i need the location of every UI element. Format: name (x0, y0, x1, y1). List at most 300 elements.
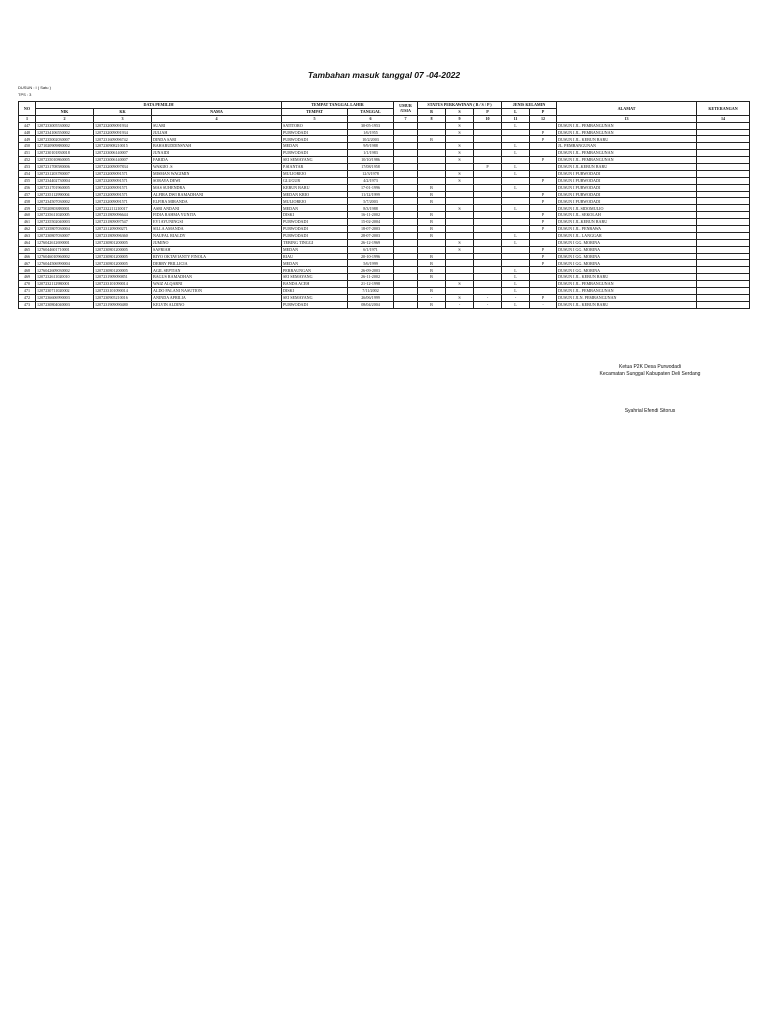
row-nama: BAHARUDDINSYAH (152, 143, 282, 150)
row-nama: WAKIJO .S (152, 164, 282, 171)
row-jk-p (530, 164, 557, 171)
row-tanggal: 21-12-1998 (348, 281, 394, 288)
table-row (19, 294, 750, 301)
table-row (19, 177, 750, 184)
row-jk-l: L (502, 184, 530, 191)
row-tempat: PURWODADI (282, 129, 348, 136)
row-keterangan (697, 150, 750, 157)
table-row (19, 136, 750, 143)
row-no: 463 (19, 232, 36, 239)
col-status-b: B (418, 108, 446, 115)
row-tempat: PERBAUNGAN (282, 267, 348, 274)
row-kk: 1207231809097547 (94, 219, 152, 226)
row-jk-l (502, 253, 530, 260)
row-alamat: DUSUN I JL. PEMBANGUNAN (557, 281, 697, 288)
row-keterangan (697, 191, 750, 198)
row-jk-p (530, 288, 557, 295)
row-status-p (474, 136, 502, 143)
row-nik: 1207232611020010 (36, 274, 94, 281)
row-kk: 1207230801200005 (94, 239, 152, 246)
row-status-b (418, 164, 446, 171)
row-jk-l: L (502, 281, 530, 288)
row-alamat: DUSUN I JL. SEKOLAH (557, 212, 697, 219)
row-alamat: DUSUN I GG. MORINA (557, 246, 697, 253)
table-row (19, 212, 750, 219)
row-nik: 1207230711020002 (36, 288, 94, 295)
row-alamat: DUSUN I JL.KEBUN BARU (557, 164, 697, 171)
row-nama: SAFRIAH (152, 246, 282, 253)
row-jk-l: - (502, 294, 530, 301)
row-tempat: MULIOREJO (282, 198, 348, 205)
column-number-cell: 10 (474, 115, 502, 122)
row-status-b: B (418, 301, 446, 308)
row-nik: 1207233005530002 (36, 122, 94, 129)
row-tempat: TEBING TINGGI (282, 239, 348, 246)
row-no: 461 (19, 219, 36, 226)
row-umur (394, 294, 418, 301)
row-status-p (474, 281, 502, 288)
row-status-b: B (418, 253, 446, 260)
row-alamat: DUSUN I PURWODADI (557, 177, 697, 184)
row-umur (394, 260, 418, 267)
table-row (19, 164, 750, 171)
row-status-b (418, 129, 446, 136)
row-alamat: DUSUN I GG. MORINA (557, 253, 697, 260)
row-status-s (446, 184, 474, 191)
row-jk-l: L (502, 274, 530, 281)
row-status-p (474, 198, 502, 205)
row-tanggal: 08/04/2004 (348, 301, 394, 308)
row-keterangan (697, 281, 750, 288)
row-keterangan (697, 122, 750, 129)
row-jk-p: P (530, 212, 557, 219)
row-status-s (446, 198, 474, 205)
row-status-s: - (446, 301, 474, 308)
col-nama: NAMA (152, 108, 282, 115)
row-umur (394, 164, 418, 171)
row-no: 465 (19, 246, 36, 253)
row-jk-l (502, 198, 530, 205)
row-keterangan (697, 136, 750, 143)
table-row (19, 157, 750, 164)
row-jk-p: P (530, 136, 557, 143)
row-status-s: S (446, 281, 474, 288)
col-status-p: P (474, 108, 502, 115)
row-tempat: SEI SEMAYANG (282, 157, 348, 164)
row-tanggal: 1/1/1983 (348, 150, 394, 157)
row-nik: 1276042612690001 (36, 239, 94, 246)
row-status-b: B (418, 136, 446, 143)
row-no: 458 (19, 198, 36, 205)
row-tempat: DISKI (282, 212, 348, 219)
row-nik: 1276046010960002 (36, 253, 94, 260)
row-nama: FIDIA RAHMA YUNITA (152, 212, 282, 219)
row-status-s (446, 232, 474, 239)
row-no: 468 (19, 267, 36, 274)
row-status-b: B (418, 226, 446, 233)
row-jk-p: P (530, 260, 557, 267)
row-tanggal: 9/9/1988 (348, 143, 394, 150)
row-no: 467 (19, 260, 36, 267)
row-keterangan (697, 226, 750, 233)
row-status-b (418, 246, 446, 253)
column-number-cell: 11 (502, 115, 530, 122)
row-status-b (418, 157, 446, 164)
row-umur (394, 198, 418, 205)
table-row (19, 301, 750, 308)
row-keterangan (697, 219, 750, 226)
row-no: 454 (19, 170, 36, 177)
row-tanggal: 12/3/1978 (348, 170, 394, 177)
row-umur (394, 288, 418, 295)
row-kk: 1207230801200005 (94, 246, 152, 253)
row-status-b: B (418, 191, 446, 198)
row-no: 473 (19, 301, 36, 308)
row-nik: 1207230804040003 (36, 301, 94, 308)
row-tempat: MEDAN (282, 143, 348, 150)
row-jk-p (530, 274, 557, 281)
col-status: STATUS PERKAWINAN ( B / S / P ) (418, 102, 502, 109)
row-nama: JULIAH (152, 129, 282, 136)
row-kk: 1207231809096644 (94, 212, 152, 219)
row-alamat: DUSUN I JL. PEMBANGUNAN (557, 288, 697, 295)
row-keterangan (697, 177, 750, 184)
row-alamat: DUSUN I GG. MORINA (557, 267, 697, 274)
row-keterangan (697, 253, 750, 260)
row-status-s: S (446, 170, 474, 177)
row-tanggal: 10/2/2003 (348, 136, 394, 143)
row-tempat: SEI SEMAYANG (282, 274, 348, 281)
row-tanggal: 15-02-2004 (348, 219, 394, 226)
row-keterangan (697, 205, 750, 212)
row-keterangan (697, 267, 750, 274)
row-umur (394, 232, 418, 239)
col-jenis-kelamin: JENIS KELAMIN (502, 102, 557, 109)
row-status-p (474, 150, 502, 157)
row-tempat: SATITORO (282, 122, 348, 129)
row-keterangan (697, 143, 750, 150)
column-number-cell: 8 (418, 115, 446, 122)
voter-table-body (19, 122, 750, 308)
row-nama: JUMINO (152, 239, 282, 246)
row-status-s: S (446, 246, 474, 253)
row-kk: 1207232009097834 (94, 164, 152, 171)
row-alamat: JL. PEMBANGUNAN (557, 143, 697, 150)
col-no: NO (19, 102, 36, 116)
row-status-b: B (418, 288, 446, 295)
row-kk: 1207230905210016 (94, 294, 152, 301)
row-status-b (418, 281, 446, 288)
col-jk-l: L (502, 108, 530, 115)
col-tempat: TEMPAT (282, 108, 348, 115)
row-status-b (418, 122, 446, 129)
row-alamat: DUSUN I JLN. PEMBANGUNAN (557, 294, 697, 301)
row-no: 469 (19, 274, 36, 281)
row-tanggal: 20-10-1996 (348, 253, 394, 260)
row-kk: 1207233101090014 (94, 288, 152, 295)
row-umur (394, 143, 418, 150)
row-kk: 1207231209090271 (94, 226, 152, 233)
row-status-s (446, 164, 474, 171)
row-umur (394, 170, 418, 177)
row-umur (394, 274, 418, 281)
row-no: 470 (19, 281, 36, 288)
row-nama: ALDO PALANI NASUTION (152, 288, 282, 295)
row-umur (394, 246, 418, 253)
row-jk-l (502, 212, 530, 219)
row-alamat: DUSUN I JL. KEBUN BARU (557, 301, 697, 308)
row-kk: 1207230801200005 (94, 260, 152, 267)
row-umur (394, 122, 418, 129)
table-row (19, 232, 750, 239)
row-umur (394, 184, 418, 191)
row-tempat: MEDAN KRIO (282, 191, 348, 198)
col-status-s: S (446, 108, 474, 115)
row-keterangan (697, 260, 750, 267)
row-nama: NAUFAL RIALDY (152, 232, 282, 239)
row-tanggal: 6/1/1971 (348, 246, 394, 253)
row-jk-p: P (530, 246, 557, 253)
table-row (19, 150, 750, 157)
row-no: 452 (19, 157, 36, 164)
col-kk: KK (94, 108, 152, 115)
row-nik: 1207234402730004 (36, 177, 94, 184)
row-alamat: DUSUN I PURWODADI (557, 184, 697, 191)
row-nama: SUARI (152, 122, 282, 129)
row-kk: 1207231809096360 (94, 232, 152, 239)
row-status-p (474, 260, 502, 267)
row-nik: 1207230807030007 (36, 232, 94, 239)
row-keterangan (697, 288, 750, 295)
row-status-s (446, 136, 474, 143)
row-jk-l (502, 177, 530, 184)
table-row (19, 267, 750, 274)
row-no: 449 (19, 136, 36, 143)
row-nama: ELFIRA MIRANDA (152, 198, 282, 205)
row-umur (394, 239, 418, 246)
row-keterangan (697, 301, 750, 308)
row-tempat: MEDAN (282, 246, 348, 253)
row-alamat: DUSUN I JL. PENBAWA (557, 226, 697, 233)
row-nama: SORAYA DEWI (152, 177, 282, 184)
row-tanggal: 17/08/1958 (348, 164, 394, 171)
row-nik: 1276044506990004 (36, 260, 94, 267)
row-nama: DINDA SARI (152, 136, 282, 143)
row-no: 450 (19, 143, 36, 150)
row-status-b: B (418, 212, 446, 219)
row-nik: 1207235502040003 (36, 219, 94, 226)
row-status-s: S (446, 122, 474, 129)
row-nama: MISMAN WAGIMIN (152, 170, 282, 177)
row-nama: AGIL SEPTIAN (152, 267, 282, 274)
row-umur (394, 136, 418, 143)
row-status-p (474, 184, 502, 191)
row-nik: 1207235611020005 (36, 212, 94, 219)
row-status-b: B (418, 232, 446, 239)
row-jk-p (530, 232, 557, 239)
row-no: 466 (19, 253, 36, 260)
row-tanggal: 26-12-1969 (348, 239, 394, 246)
row-nama: WAIZ ALQARNI (152, 281, 282, 288)
table-row (19, 122, 750, 129)
row-jk-l (502, 260, 530, 267)
row-alamat: DUSUN I JL. PEMBANGUNAN (557, 122, 697, 129)
row-no: 448 (19, 129, 36, 136)
col-ttl: TEMPAT TANGGAL LAHIR (282, 102, 394, 109)
row-alamat: DUSUN I JL. KEBUN BARU (557, 136, 697, 143)
row-nik: 1207235112990004 (36, 191, 94, 198)
row-tempat: MULIOREJO (282, 170, 348, 177)
row-no: 471 (19, 288, 36, 295)
row-jk-p: P (530, 191, 557, 198)
column-number-cell: 12 (530, 115, 557, 122)
row-kk: 1207232009091571 (94, 184, 152, 191)
column-number-cell: 6 (348, 115, 394, 122)
row-alamat: DUSUN I JL.KEBUN BARU (557, 219, 697, 226)
row-kk: 1207232211210017 (94, 205, 152, 212)
row-tanggal: 10/10/1986 (348, 157, 394, 164)
row-nama: DEBBY PRILLICIA (152, 260, 282, 267)
row-keterangan (697, 212, 750, 219)
row-tempat: PURWODADI (282, 219, 348, 226)
row-tempat: SEI SEMAYANG (282, 294, 348, 301)
col-umur: UMUR /USIA (394, 102, 418, 116)
table-row (19, 205, 750, 212)
row-jk-l: L (502, 205, 530, 212)
row-status-b: B (418, 274, 446, 281)
row-jk-l: L (502, 288, 530, 295)
row-kk: 1207231609096742 (94, 136, 152, 143)
row-status-p (474, 129, 502, 136)
row-status-s (446, 219, 474, 226)
table-row (19, 281, 750, 288)
row-alamat: DUSUN I PURWODADI (557, 191, 697, 198)
row-alamat: DUSUN I JL. PEMBANGUNAN (557, 150, 697, 157)
table-row (19, 129, 750, 136)
column-number-cell: 2 (36, 115, 94, 122)
row-jk-p: P (530, 294, 557, 301)
row-jk-p (530, 281, 557, 288)
column-number-cell: 14 (697, 115, 750, 122)
row-jk-p: P (530, 226, 557, 233)
row-no: 453 (19, 164, 36, 171)
row-status-p (474, 226, 502, 233)
row-status-p: - (474, 294, 502, 301)
document-title: Tambahan masuk tanggal 07 -04-2022 (307, 70, 461, 80)
row-no: 456 (19, 184, 36, 191)
row-umur (394, 205, 418, 212)
row-status-s: S (446, 205, 474, 212)
row-tanggal: 5/7/2003 (348, 198, 394, 205)
row-jk-p (530, 205, 557, 212)
row-alamat: DUSUN I GG. MORINA (557, 239, 697, 246)
row-nama: RIYO OKTAVIANTY FINOLA (152, 253, 282, 260)
row-jk-l: L (502, 150, 530, 157)
row-jk-p: P (530, 219, 557, 226)
row-status-p: P (474, 164, 502, 171)
row-umur (394, 267, 418, 274)
row-keterangan (697, 246, 750, 253)
row-keterangan (697, 239, 750, 246)
row-status-b: B (418, 198, 446, 205)
row-nik: 1207235002030007 (36, 136, 94, 143)
row-nik: 1207231203780007 (36, 170, 94, 177)
table-row (19, 239, 750, 246)
column-number-cell: 1 (19, 115, 36, 122)
row-status-s: S (446, 129, 474, 136)
row-kk: 1207232009091571 (94, 170, 152, 177)
row-tanggal: 28-07-2003 (348, 232, 394, 239)
row-jk-l: L (502, 239, 530, 246)
row-kk: 1207231909090480 (94, 301, 152, 308)
row-keterangan (697, 184, 750, 191)
table-row (19, 143, 750, 150)
row-nik: 1207235010860005 (36, 157, 94, 164)
row-kk: 1207233006140007 (94, 157, 152, 164)
row-alamat: DUSUN I JL SIDOMULIO (557, 205, 697, 212)
col-jk-p: P (530, 108, 557, 115)
row-tempat: KEBUN BARU (282, 184, 348, 191)
column-number-cell: 5 (282, 115, 348, 122)
row-alamat: DUSUN I JL. PEMBANGUNAN (557, 129, 697, 136)
row-alamat: DUSUN I PURWODADI (557, 170, 697, 177)
row-status-p (474, 143, 502, 150)
row-jk-p (530, 239, 557, 246)
row-tanggal: 8/3/1988 (348, 205, 394, 212)
table-row (19, 253, 750, 260)
row-nik: 1207235807030004 (36, 226, 94, 233)
row-no: 472 (19, 294, 36, 301)
row-no: 464 (19, 239, 36, 246)
row-jk-l (502, 136, 530, 143)
row-jk-l (502, 219, 530, 226)
row-tempat: MEDAN (282, 260, 348, 267)
row-tempat: GLUGUR (282, 177, 348, 184)
row-status-b (418, 177, 446, 184)
row-keterangan (697, 157, 750, 164)
row-nik: 1207231701960005 (36, 184, 94, 191)
row-status-s (446, 274, 474, 281)
row-status-p (474, 274, 502, 281)
table-row (19, 170, 750, 177)
row-keterangan (697, 129, 750, 136)
col-alamat: ALAMAT (557, 102, 697, 116)
row-status-p (474, 157, 502, 164)
table-row (19, 184, 750, 191)
row-jk-l: L (502, 301, 530, 308)
row-kk: 1207233101090014 (94, 281, 152, 288)
row-jk-l (502, 246, 530, 253)
row-no: 451 (19, 150, 36, 157)
column-number-cell: 7 (394, 115, 418, 122)
row-status-s: S (446, 143, 474, 150)
row-jk-l: L (502, 164, 530, 171)
table-row (19, 226, 750, 233)
row-keterangan (697, 170, 750, 177)
row-status-s: S (446, 177, 474, 184)
row-status-b (418, 205, 446, 212)
row-jk-p: P (530, 129, 557, 136)
row-jk-p (530, 184, 557, 191)
row-nik: 1271020909880002 (36, 143, 94, 150)
header-row-main (19, 102, 750, 109)
row-tempat: DISKI (282, 288, 348, 295)
column-number-cell: 3 (94, 115, 152, 122)
row-jk-l (502, 226, 530, 233)
row-tanggal: 5/6/1999 (348, 260, 394, 267)
row-jk-l: L (502, 267, 530, 274)
table-row (19, 246, 750, 253)
